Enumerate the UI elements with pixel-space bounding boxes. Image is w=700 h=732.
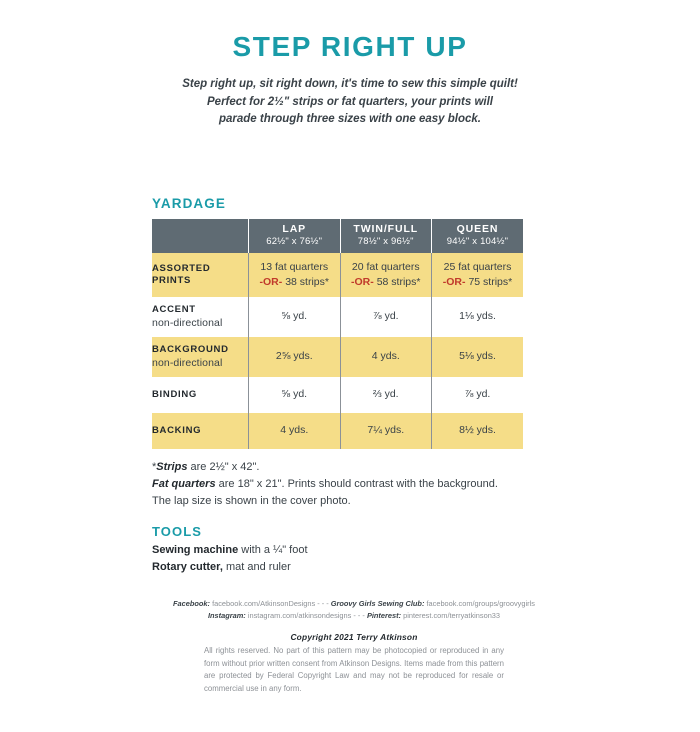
- cell-backing-twin-full: 7¼ yds.: [340, 413, 432, 449]
- column-name-lap: LAP: [282, 223, 307, 236]
- or-label: -OR-: [442, 276, 466, 288]
- cell-binding-twin-full: ⅔ yd.: [340, 377, 432, 413]
- instagram-url[interactable]: instagram.com/atkinsondesigns - - -: [245, 610, 367, 620]
- row-label-accent: [152, 297, 249, 337]
- cell-backing-lap: 4 yds.: [249, 413, 341, 449]
- note-asterisk: *: [152, 461, 157, 473]
- cell-line-2-value: 38 strips*: [285, 276, 329, 288]
- note-strips-rest: are 2½" x 42".: [187, 461, 260, 473]
- cell-line-2-value: 58 strips*: [376, 276, 421, 288]
- header-blank-cell: [152, 219, 249, 253]
- table-header-row: [152, 219, 523, 253]
- cell-line-2-value: 75 strips*: [468, 276, 513, 288]
- row-label-binding: [152, 377, 249, 413]
- tools-sewing-machine-bold: Sewing machine: [152, 544, 239, 557]
- social-links-line-1: [152, 598, 556, 610]
- page-footer: [152, 598, 556, 695]
- cell-line-1: 20 fat quarters: [351, 260, 420, 273]
- cell-accent-twin-full: ⅞ yd.: [340, 297, 432, 337]
- groovy-girls-label: Groovy Girls Sewing Club:: [330, 599, 425, 608]
- cell-accent-lap: ⅝ yd.: [249, 297, 341, 337]
- cell-line-1: 13 fat quarters: [260, 260, 329, 273]
- facebook-url[interactable]: facebook.com/AtkinsonDesigns - - -: [210, 599, 331, 608]
- copyright-body: All rights reserved. No part of this pattern may be photocopied or reproduced in any form without prior written consent from Atkinson Designs. Items made from this pattern are protected by Federal Copyright Law and may not be reproduced for resale or commercial use in any form.: [204, 645, 504, 693]
- pinterest-url[interactable]: pinterest.com/terryatkinson33: [401, 610, 501, 620]
- cell-line-1: 25 fat quarters: [443, 260, 512, 273]
- tools-sewing-machine-rest: with a ¼" foot: [238, 544, 308, 557]
- cell-binding-lap: ⅝ yd.: [249, 377, 341, 413]
- column-dimensions-lap: 62½" x 76½": [266, 236, 323, 248]
- row-sublabel-text: non-directional: [152, 357, 223, 370]
- cell-assorted-prints-queen: [432, 253, 524, 297]
- cell-backing-queen: 8½ yds.: [432, 413, 524, 449]
- facebook-label: Facebook:: [173, 599, 211, 608]
- or-label: -OR-: [351, 276, 374, 288]
- subtitle-line-2: Perfect for 2½" strips or fat quarters, your prints will: [207, 95, 493, 108]
- tools-rotary-cutter-bold: Rotary cutter,: [152, 560, 223, 573]
- row-sublabel-text: non-directional: [152, 317, 223, 330]
- cell-assorted-prints-twin-full: [340, 253, 432, 297]
- pinterest-label: Pinterest:: [366, 610, 402, 620]
- column-name-queen: QUEEN: [456, 223, 499, 236]
- title-block: [0, 32, 700, 129]
- tools-line-sewing-machine: [152, 542, 523, 559]
- note-fat-quarters-bold: Fat quarters: [152, 478, 216, 491]
- column-dimensions-twin-full: 78½" x 96½": [357, 236, 414, 248]
- cell-background-twin-full: 4 yds.: [340, 337, 432, 377]
- note-fat-quarters-rest: are 18" x 21". Prints should contrast with the background.: [215, 478, 498, 491]
- tools-heading: TOOLS: [152, 524, 203, 540]
- copyright-title: Copyright 2021 Terry Atkinson: [290, 631, 418, 642]
- note-line-strips: [152, 459, 523, 476]
- note-line-lap-size: The lap size is shown in the cover photo.: [152, 495, 351, 508]
- or-label: -OR-: [259, 276, 283, 288]
- pattern-page: [0, 32, 700, 732]
- tools-rotary-cutter-rest: mat and ruler: [222, 560, 291, 573]
- instagram-label: Instagram:: [207, 610, 246, 620]
- column-header-queen: [432, 219, 524, 253]
- table-row: [152, 377, 523, 413]
- row-label-assorted-prints: [152, 253, 249, 297]
- social-links-line-2: [152, 610, 556, 622]
- column-dimensions-queen: 94½" x 104½": [446, 236, 509, 248]
- row-label-background: [152, 337, 249, 377]
- subtitle-line-1: Step right up, sit right down, it's time to sew this simple quilt!: [182, 77, 518, 90]
- cell-binding-queen: ⅞ yd.: [432, 377, 524, 413]
- groovy-girls-url[interactable]: facebook.com/groups/groovygirls: [424, 599, 535, 608]
- note-strips-bold: Strips: [156, 461, 188, 473]
- yardage-table: [152, 219, 523, 449]
- cell-line-2: [432, 275, 523, 290]
- row-label-text: ACCENT: [152, 303, 196, 315]
- column-name-twin-full: TWIN/FULL: [353, 223, 419, 236]
- tools-line-rotary-cutter: [152, 559, 523, 576]
- column-header-lap: [249, 219, 341, 253]
- row-label-text: BACKGROUND: [152, 343, 229, 355]
- table-row: [152, 337, 523, 377]
- table-row: [152, 413, 523, 449]
- cell-line-2: [341, 275, 432, 290]
- table-row: [152, 297, 523, 337]
- notes-block: [152, 459, 523, 510]
- yardage-heading: YARDAGE: [152, 196, 226, 211]
- table-row: [152, 253, 523, 297]
- cell-accent-queen: 1⅛ yds.: [432, 297, 524, 337]
- note-line-fat-quarters: [152, 476, 523, 493]
- row-label-backing: [152, 413, 249, 449]
- cell-assorted-prints-lap: [249, 253, 341, 297]
- page-title: STEP RIGHT UP: [232, 31, 468, 62]
- cell-background-lap: 2⅝ yds.: [249, 337, 341, 377]
- cell-line-2: [249, 275, 340, 290]
- page-subtitle: [150, 76, 550, 129]
- row-label-text: BACKING: [152, 424, 202, 436]
- subtitle-line-3: parade through three sizes with one easy block.: [218, 113, 481, 126]
- cell-background-queen: 5⅛ yds.: [432, 337, 524, 377]
- row-label-text: BINDING: [152, 388, 198, 400]
- row-label-text: ASSORTED PRINTS: [152, 262, 211, 286]
- yardage-section: [152, 168, 523, 575]
- column-header-twin-full: [340, 219, 432, 253]
